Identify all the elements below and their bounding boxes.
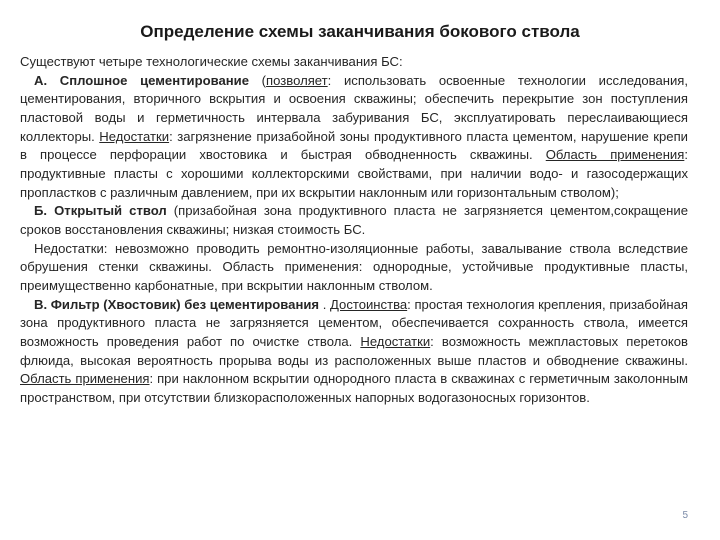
section-a-text-2: : загрязнение призабойной зоны продуктивного пласта цементом, нарушение крепи в процессе перфорации хвостовика и быстрая обводненность скважины. — [20, 128, 688, 163]
section-c-text-2: : возможность межпластовых перетоков флюида, высокая вероятность прорыва воды из расположенных выше пластов и обводнение скважины. — [20, 333, 689, 368]
section-b-text-1: (призабойная зона продуктивного пласта не загрязняется цементом,сокращение сроков восстановления скважины; низкая стоимость БС. — [20, 203, 688, 237]
section-b-heading: Б. Открытый ствол — [34, 203, 167, 219]
section-a-advantages-label: позволяет — [266, 72, 328, 88]
section-a-usage-label: Область применения — [545, 147, 685, 163]
section-c-sep: . — [319, 296, 331, 312]
section-c-usage-label: Область применения — [20, 371, 150, 387]
slide-body — [20, 53, 688, 407]
section-b-paragraph — [20, 202, 688, 239]
section-a-drawbacks-label: Недостатки — [99, 128, 170, 144]
section-a-text-3: : продуктивные пласты с хорошими коллекторскими свойствами, при наличии водо- и газосодержащих пропластков с различным давлением, при их вскрытии наклонным или горизонтальным стволом); — [20, 147, 688, 200]
slide-title: Определение схемы заканчивания бокового ствола — [140, 22, 580, 41]
section-c-heading: В. Фильтр (Хвостовик) без цементирования — [34, 296, 320, 312]
section-a-heading: А. Сплошное цементирование — [34, 72, 249, 88]
section-a-text-1: : использовать освоенные технологии исследования, цементирования, вторичного вскрытия и освоения скважины; обеспечить перекрытие зон поступления пластовой воды и герметичность интервала забуривания БС, эксплуатировать переслаивающиеся коллекторы. — [20, 72, 689, 144]
section-c-drawbacks-label: Недостатки — [360, 333, 431, 349]
section-c-paragraph — [20, 296, 688, 408]
section-a-sep: ( — [248, 72, 267, 88]
page-number: 5 — [682, 510, 688, 521]
section-c-advantages-label: Достоинства — [330, 296, 408, 312]
section-c-text-3: : при наклонном вскрытии однородного пласта в скважинах с герметичным заколонным пространством, при отсутствии близкорасположенных напорных водогазоносных горизонтов. — [20, 371, 688, 405]
section-c-text-1: : простая технология крепления, призабойная зона продуктивного пласта не загрязняется цементом, обеспечивается сохранность ствола, имеется возможность проведения работ по очистке ствола. — [20, 296, 688, 349]
section-b-drawbacks-paragraph: Недостатки: невозможно проводить ремонтно-изоляционные работы, завалывание ствола вследствие обрушения стенки скважины. Область применения: однородные, устойчивые продуктивные пласты, преимущественно карбонатные, при вскрытии наклонным стволом. — [20, 240, 688, 293]
intro-paragraph: Существуют четыре технологические схемы заканчивания БС: — [20, 54, 403, 69]
section-a-paragraph — [20, 72, 688, 203]
